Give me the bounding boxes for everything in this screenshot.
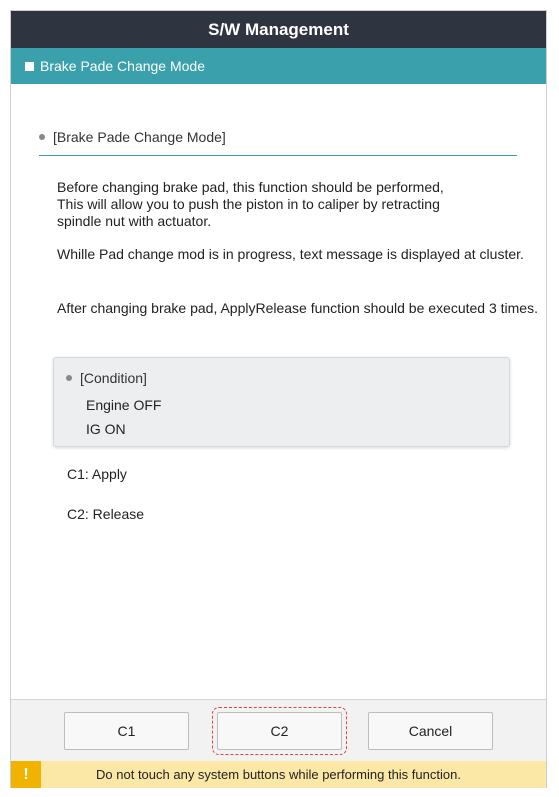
c2-button[interactable]: C2: [217, 712, 342, 750]
section-header-label: Brake Pade Change Mode: [40, 58, 205, 74]
window-title: [11, 11, 546, 48]
warning-icon: !: [11, 761, 41, 788]
c1-button[interactable]: C1: [64, 712, 189, 750]
square-icon: [25, 62, 34, 71]
cancel-button[interactable]: Cancel: [368, 712, 493, 750]
bullet-icon: [66, 375, 72, 381]
description-paragraph-3: After changing brake pad, ApplyRelease function should be executed 3 times.: [57, 300, 538, 316]
legend-c2: C2: Release: [67, 506, 145, 522]
condition-box: [53, 357, 510, 447]
sw-management-window: [10, 10, 547, 788]
section-header: [11, 48, 546, 84]
description-paragraph-2: Whille Pad change mod is in progress, text message is displayed at cluster.: [57, 246, 524, 262]
condition-item: Engine OFF: [86, 397, 162, 413]
warning-text: Do not touch any system buttons while performing this function.: [96, 767, 461, 782]
legend-c1: C1: Apply: [67, 466, 127, 482]
sub-title: [39, 129, 517, 156]
window-title-text: S/W Management: [208, 19, 349, 39]
condition-title-text: [Condition]: [80, 370, 147, 386]
description-paragraph-1: Before changing brake pad, this function should be performed, This will allow you to push the piston in to caliper by retracting spindle nut with actuator.: [57, 179, 444, 229]
condition-item: IG ON: [86, 421, 126, 437]
sub-title-text: [Brake Pade Change Mode]: [53, 129, 226, 145]
button-bar: [11, 699, 546, 762]
condition-title: [66, 370, 147, 386]
warning-bar: [11, 761, 546, 788]
bullet-icon: [39, 134, 45, 140]
